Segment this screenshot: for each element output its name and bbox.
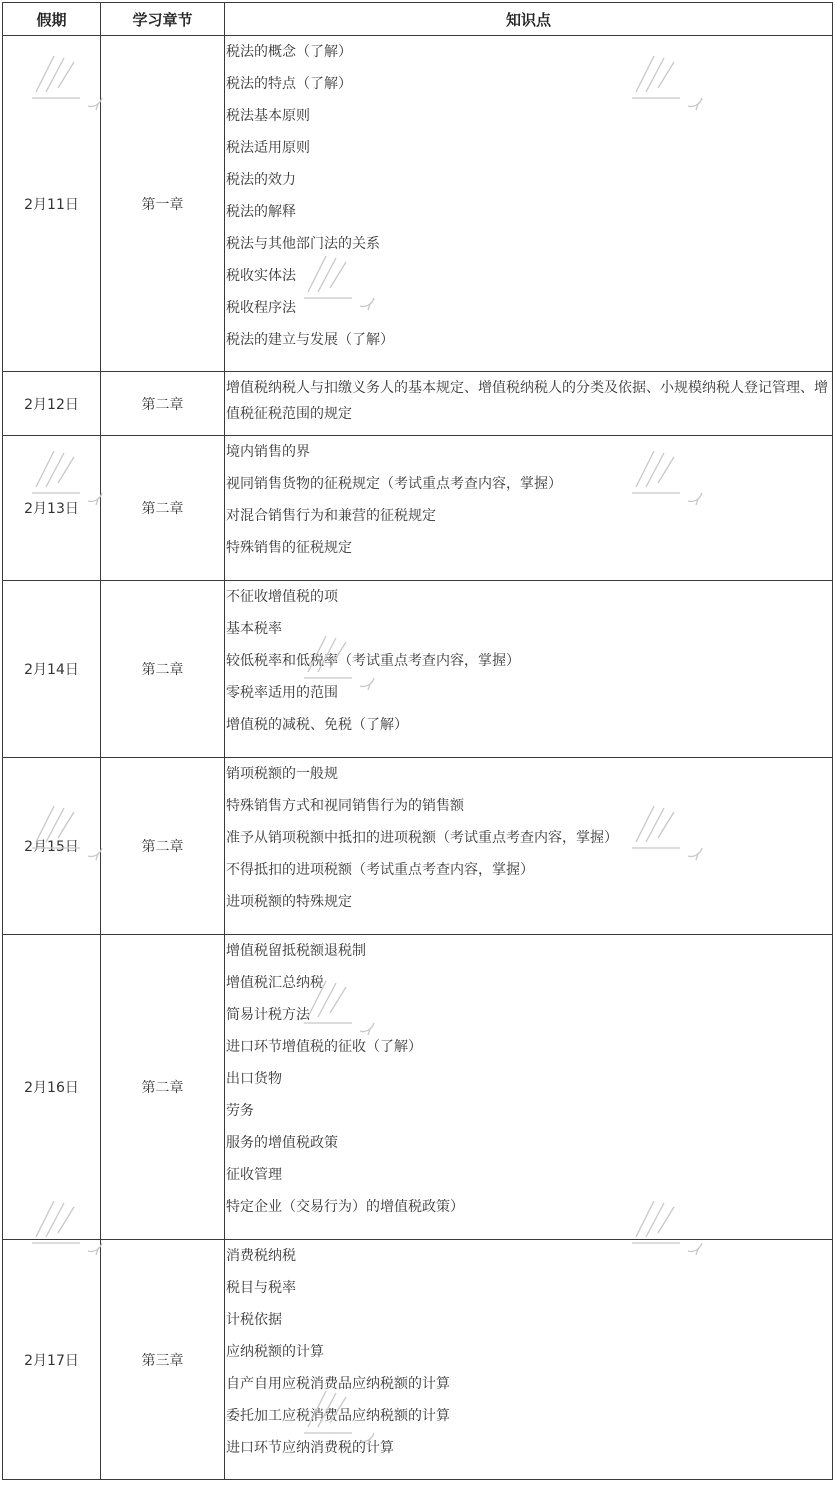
- knowledge-point: 税法基本原则: [226, 108, 310, 124]
- knowledge-point: 税法适用原则: [226, 140, 310, 156]
- row-date: 2月16日: [3, 935, 101, 1240]
- knowledge-point: 税法的建立与发展（了解）: [226, 332, 394, 348]
- study-schedule-table: [2, 2, 833, 1480]
- knowledge-point: 税法的效力: [226, 172, 296, 188]
- knowledge-point: 视同销售货物的征税规定（考试重点考查内容，掌握）: [226, 476, 562, 492]
- row-knowledge-points: [225, 372, 833, 436]
- table-row: [3, 935, 833, 1240]
- knowledge-point: 进口环节应纳消费税的计算: [226, 1440, 394, 1456]
- row-knowledge-points: [225, 758, 833, 935]
- knowledge-point: 税法与其他部门法的关系: [226, 236, 380, 252]
- knowledge-point: 进口环节增值税的征收（了解）: [226, 1039, 422, 1055]
- knowledge-point: 消费税纳税: [226, 1248, 296, 1264]
- knowledge-point: 税收实体法: [226, 268, 296, 284]
- knowledge-point: 增值税的减税、免税（了解）: [226, 717, 408, 733]
- knowledge-point: 境内销售的界: [226, 444, 310, 460]
- row-chapter: 第一章: [101, 36, 225, 372]
- knowledge-point: 不征收增值税的项: [226, 589, 338, 605]
- knowledge-point: 销项税额的一般规: [226, 766, 338, 782]
- header-date: 假期: [3, 3, 101, 36]
- knowledge-point: 出口货物: [226, 1071, 282, 1087]
- knowledge-point: 税收程序法: [226, 300, 296, 316]
- table-row: [3, 436, 833, 581]
- knowledge-point: 特殊销售方式和视同销售行为的销售额: [226, 798, 464, 814]
- row-chapter: 第二章: [101, 935, 225, 1240]
- table-row: [3, 1240, 833, 1480]
- knowledge-point: 税法的特点（了解）: [226, 76, 352, 92]
- row-date: 2月12日: [3, 372, 101, 436]
- header-chapter: 学习章节: [101, 3, 225, 36]
- knowledge-point: 税目与税率: [226, 1280, 296, 1296]
- knowledge-point: 税法的概念（了解）: [226, 44, 352, 60]
- header-row: [3, 3, 833, 36]
- knowledge-point: 基本税率: [226, 621, 282, 637]
- row-chapter: 第二章: [101, 372, 225, 436]
- knowledge-point: 委托加工应税消费品应纳税额的计算: [226, 1408, 450, 1424]
- knowledge-point: 对混合销售行为和兼营的征税规定: [226, 508, 436, 524]
- knowledge-point: 应纳税额的计算: [226, 1344, 324, 1360]
- knowledge-point: 不得抵扣的进项税额（考试重点考查内容，掌握）: [226, 862, 534, 878]
- knowledge-point: 服务的增值税政策: [226, 1135, 338, 1151]
- row-date: 2月14日: [3, 581, 101, 758]
- schedule-body: [3, 36, 833, 1480]
- row-chapter: 第二章: [101, 581, 225, 758]
- row-chapter: 第三章: [101, 1240, 225, 1480]
- knowledge-point: 进项税额的特殊规定: [226, 894, 352, 910]
- row-chapter: 第二章: [101, 436, 225, 581]
- knowledge-point: 零税率适用的范围: [226, 685, 338, 701]
- knowledge-point: 劳务: [226, 1103, 254, 1119]
- knowledge-point: 自产自用应税消费品应纳税额的计算: [226, 1376, 450, 1392]
- row-date: 2月13日: [3, 436, 101, 581]
- knowledge-point: 增值税汇总纳税: [226, 975, 324, 991]
- knowledge-point: 税法的解释: [226, 204, 296, 220]
- knowledge-point: 特殊销售的征税规定: [226, 540, 352, 556]
- knowledge-point: 增值税纳税人与扣缴义务人的基本规定、增值税纳税人的分类及依据、小规模纳税人登记管理、增值税征税范围的规定: [226, 380, 828, 422]
- table-row: [3, 36, 833, 372]
- knowledge-point: 简易计税方法: [226, 1007, 310, 1023]
- header-points: 知识点: [225, 3, 833, 36]
- knowledge-point: 特定企业（交易行为）的增值税政策）: [226, 1199, 464, 1215]
- table-row: [3, 758, 833, 935]
- row-date: 2月11日: [3, 36, 101, 372]
- table-row: [3, 581, 833, 758]
- row-chapter: 第二章: [101, 758, 225, 935]
- row-knowledge-points: [225, 436, 833, 581]
- row-knowledge-points: [225, 36, 833, 372]
- knowledge-point: 计税依据: [226, 1312, 282, 1328]
- knowledge-point: 准予从销项税额中抵扣的进项税额（考试重点考查内容，掌握）: [226, 830, 618, 846]
- row-date: 2月15日: [3, 758, 101, 935]
- row-date: 2月17日: [3, 1240, 101, 1480]
- table-row: [3, 372, 833, 436]
- row-knowledge-points: [225, 935, 833, 1240]
- knowledge-point: 征收管理: [226, 1167, 282, 1183]
- row-knowledge-points: [225, 1240, 833, 1480]
- knowledge-point: 较低税率和低税率（考试重点考查内容，掌握）: [226, 653, 520, 669]
- knowledge-point: 增值税留抵税额退税制: [226, 943, 366, 959]
- row-knowledge-points: [225, 581, 833, 758]
